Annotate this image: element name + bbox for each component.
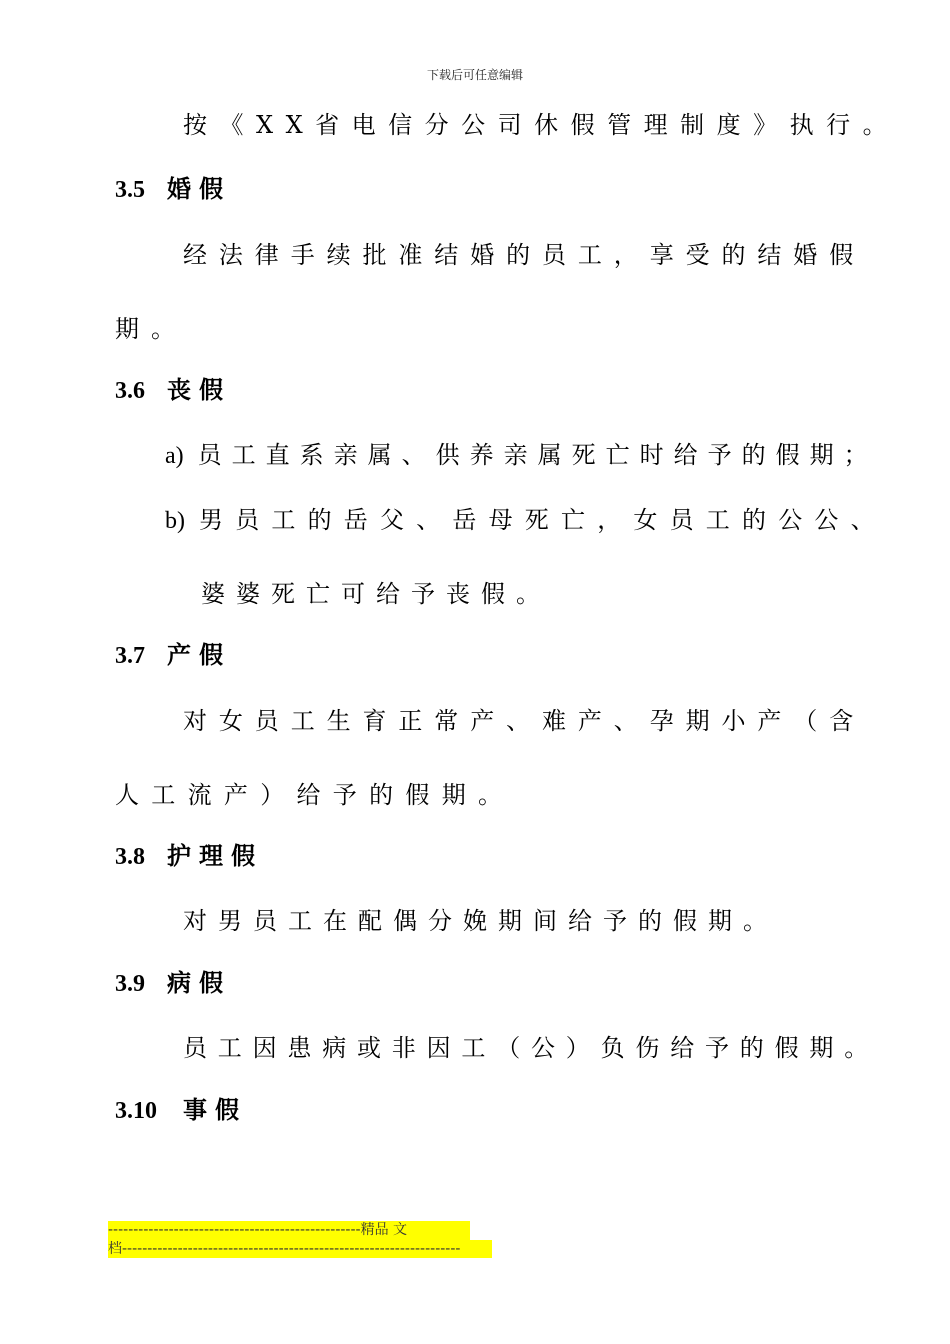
section-title: 丧假 (167, 375, 231, 404)
section-number: 3.6 (115, 378, 145, 404)
section-3-9-heading (115, 968, 231, 999)
section-3-7-paragraph-line1: 对女员工生育正常产、难产、孕期小产（含 (183, 707, 866, 735)
section-title: 婚假 (167, 174, 231, 203)
section-title: 产假 (167, 640, 231, 669)
section-3-6-item-b-continuation: 婆婆死亡可给予丧假。 (201, 580, 551, 608)
section-number: 3.10 (115, 1098, 157, 1124)
footer-watermark-line1: --------------------------------------------------精品 文 (108, 1221, 470, 1240)
page-header-note: 下载后可任意编辑 (426, 68, 523, 82)
intro-line: 按《XX省电信分公司休假管理制度》执行。 (183, 111, 900, 139)
section-3-6-item-a (165, 440, 878, 471)
section-3-5-paragraph-line1: 经法律手续批准结婚的员工，享受的结婚假 (183, 241, 866, 269)
section-number: 3.7 (115, 643, 145, 669)
section-3-8-paragraph: 对男员工在配偶分娩期间给予的假期。 (183, 907, 778, 935)
section-3-7-paragraph-line2: 人工流产）给予的假期。 (115, 781, 515, 809)
section-title: 病假 (167, 968, 231, 997)
section-number: 3.5 (115, 177, 145, 203)
section-title: 护理假 (167, 841, 263, 870)
section-3-10-heading (115, 1095, 247, 1126)
section-3-5-heading (115, 174, 231, 205)
section-number: 3.8 (115, 844, 145, 870)
section-3-8-heading (115, 841, 263, 872)
section-3-6-item-b (165, 505, 887, 536)
section-3-7-heading (115, 640, 231, 671)
section-title: 事假 (183, 1095, 247, 1124)
footer-watermark-line2: 档------------------------------------------------------------------- (108, 1240, 492, 1258)
section-3-9-paragraph: 员工因患病或非因工（公）负伤给予的假期。 (183, 1034, 879, 1062)
list-marker: b) (165, 508, 185, 534)
section-3-6-heading (115, 375, 231, 406)
section-3-5-paragraph-line2: 期。 (115, 315, 187, 343)
list-marker: a) (165, 443, 184, 469)
list-item-text: 员工直系亲属、供养亲属死亡时给予的假期； (197, 441, 878, 469)
section-number: 3.9 (115, 971, 145, 997)
list-item-text: 男员工的岳父、岳母死亡，女员工的公公、 (199, 506, 887, 534)
